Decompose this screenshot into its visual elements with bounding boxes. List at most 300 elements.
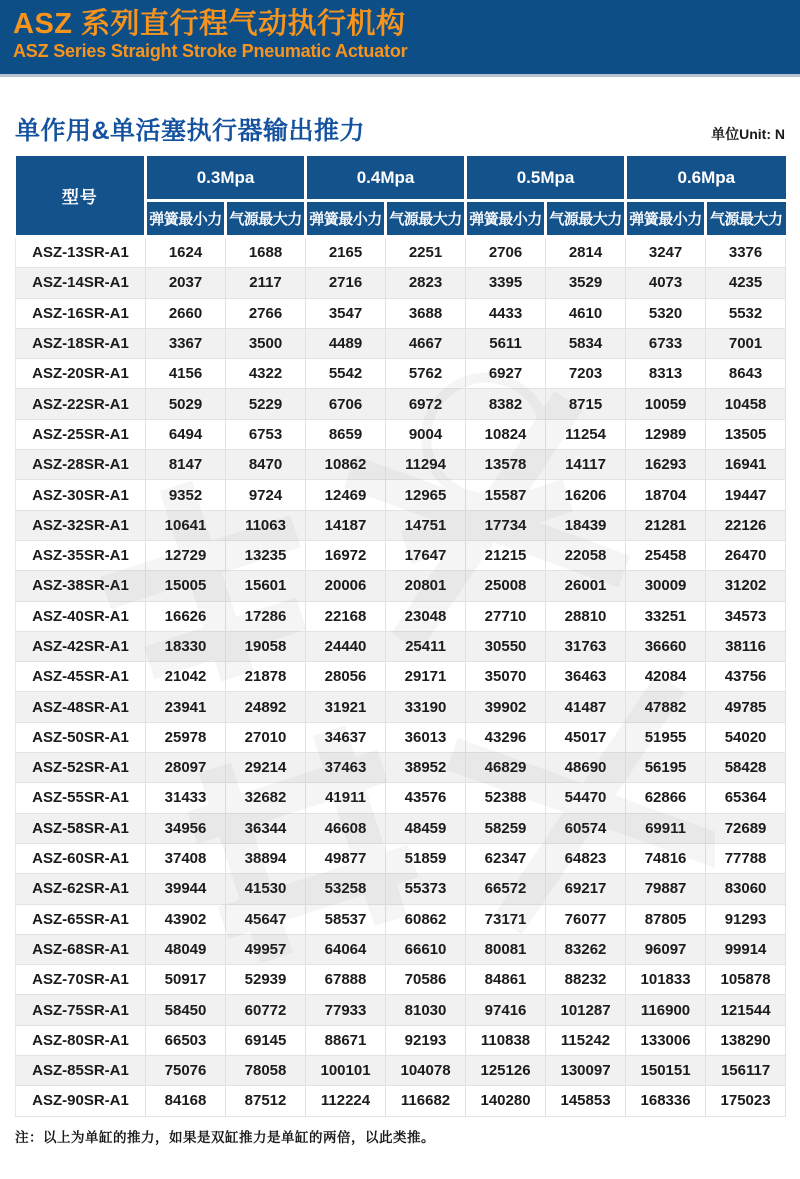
value-cell: 79887 [626,874,706,904]
value-cell: 74816 [626,843,706,873]
value-cell: 18704 [626,480,706,510]
value-cell: 3247 [626,237,706,268]
value-cell: 16941 [706,450,786,480]
value-cell: 125126 [466,1056,546,1086]
value-cell: 105878 [706,965,786,995]
value-cell: 84861 [466,965,546,995]
value-cell: 23048 [386,601,466,631]
value-cell: 2766 [226,298,306,328]
value-cell: 16293 [626,450,706,480]
value-cell: 34573 [706,601,786,631]
value-cell: 32682 [226,783,306,813]
value-cell: 78058 [226,1056,306,1086]
value-cell: 145853 [546,1086,626,1116]
table-row [16,874,786,904]
page-title-en: ASZ Series Straight Stroke Pneumatic Actuator [13,41,408,61]
model-cell: ASZ-14SR-A1 [16,268,146,298]
value-cell: 9352 [146,480,226,510]
value-cell: 14117 [546,450,626,480]
value-cell: 34637 [306,722,386,752]
value-cell: 17647 [386,540,466,570]
value-cell: 3376 [706,237,786,268]
value-cell: 33251 [626,601,706,631]
value-cell: 116900 [626,995,706,1025]
sub-header: 弹簧最小力 [146,201,226,237]
value-cell: 13578 [466,450,546,480]
sub-header: 气源最大力 [706,201,786,237]
value-cell: 37463 [306,753,386,783]
value-cell: 14751 [386,510,466,540]
table-row [16,510,786,540]
unit-label: 单位Unit: N [711,126,785,142]
value-cell: 41487 [546,692,626,722]
value-cell: 46829 [466,753,546,783]
model-cell: ASZ-40SR-A1 [16,601,146,631]
value-cell: 96097 [626,934,706,964]
value-cell: 37408 [146,843,226,873]
value-cell: 43902 [146,904,226,934]
value-cell: 16626 [146,601,226,631]
table-row [16,1086,786,1116]
table-row [16,692,786,722]
value-cell: 38952 [386,753,466,783]
value-cell: 36344 [226,813,306,843]
table-row [16,753,786,783]
value-cell: 42084 [626,662,706,692]
value-cell: 21878 [226,662,306,692]
table-row [16,480,786,510]
value-cell: 31202 [706,571,786,601]
sub-header: 弹簧最小力 [626,201,706,237]
value-cell: 36013 [386,722,466,752]
value-cell: 3529 [546,268,626,298]
value-cell: 3547 [306,298,386,328]
value-cell: 34956 [146,813,226,843]
value-cell: 58537 [306,904,386,934]
table-row [16,450,786,480]
value-cell: 6753 [226,419,306,449]
table-row [16,813,786,843]
value-cell: 28810 [546,601,626,631]
value-cell: 24892 [226,692,306,722]
model-cell: ASZ-80SR-A1 [16,1025,146,1055]
section-header-row [15,111,785,147]
value-cell: 25411 [386,631,466,661]
value-cell: 24440 [306,631,386,661]
value-cell: 11294 [386,450,466,480]
value-cell: 69911 [626,813,706,843]
model-cell: ASZ-70SR-A1 [16,965,146,995]
table-row [16,389,786,419]
table-row [16,934,786,964]
value-cell: 3500 [226,328,306,358]
value-cell: 43576 [386,783,466,813]
value-cell: 18330 [146,631,226,661]
table-row [16,328,786,358]
value-cell: 8659 [306,419,386,449]
value-cell: 23941 [146,692,226,722]
value-cell: 26001 [546,571,626,601]
value-cell: 2716 [306,268,386,298]
model-cell: ASZ-30SR-A1 [16,480,146,510]
table-row [16,995,786,1025]
model-column-header: 型号 [16,156,146,237]
value-cell: 20801 [386,571,466,601]
value-cell: 104078 [386,1056,466,1086]
value-cell: 81030 [386,995,466,1025]
value-cell: 41530 [226,874,306,904]
model-cell: ASZ-20SR-A1 [16,359,146,389]
value-cell: 9724 [226,480,306,510]
value-cell: 15005 [146,571,226,601]
sub-header: 气源最大力 [226,201,306,237]
table-row [16,965,786,995]
value-cell: 3367 [146,328,226,358]
value-cell: 8470 [226,450,306,480]
table-row [16,631,786,661]
model-cell: ASZ-16SR-A1 [16,298,146,328]
value-cell: 46608 [306,813,386,843]
value-cell: 31763 [546,631,626,661]
footnote: 注：以上为单缸的推力，如果是双缸推力是单缸的两倍，以此类推。 [15,1129,435,1145]
value-cell: 12469 [306,480,386,510]
table-row [16,601,786,631]
model-cell: ASZ-58SR-A1 [16,813,146,843]
table-row [16,722,786,752]
value-cell: 13235 [226,540,306,570]
value-cell: 66572 [466,874,546,904]
model-cell: ASZ-68SR-A1 [16,934,146,964]
value-cell: 19447 [706,480,786,510]
value-cell: 92193 [386,1025,466,1055]
value-cell: 62347 [466,843,546,873]
value-cell: 25978 [146,722,226,752]
value-cell: 49785 [706,692,786,722]
table-row [16,1025,786,1055]
value-cell: 36463 [546,662,626,692]
value-cell: 101287 [546,995,626,1025]
value-cell: 11254 [546,419,626,449]
value-cell: 1624 [146,237,226,268]
value-cell: 5762 [386,359,466,389]
value-cell: 83060 [706,874,786,904]
value-cell: 45647 [226,904,306,934]
value-cell: 4667 [386,328,466,358]
value-cell: 66610 [386,934,466,964]
page-title-zh: ASZ 系列直行程气动执行机构 [13,8,406,40]
value-cell: 8382 [466,389,546,419]
value-cell: 16206 [546,480,626,510]
value-cell: 54020 [706,722,786,752]
value-cell: 31921 [306,692,386,722]
sub-header: 气源最大力 [546,201,626,237]
value-cell: 11063 [226,510,306,540]
table-row [16,843,786,873]
table-row [16,783,786,813]
value-cell: 77788 [706,843,786,873]
model-cell: ASZ-42SR-A1 [16,631,146,661]
value-cell: 5542 [306,359,386,389]
value-cell: 75076 [146,1056,226,1086]
value-cell: 58428 [706,753,786,783]
value-cell: 70586 [386,965,466,995]
value-cell: 22168 [306,601,386,631]
value-cell: 54470 [546,783,626,813]
value-cell: 55373 [386,874,466,904]
value-cell: 15587 [466,480,546,510]
value-cell: 22126 [706,510,786,540]
value-cell: 140280 [466,1086,546,1116]
value-cell: 88232 [546,965,626,995]
value-cell: 5834 [546,328,626,358]
value-cell: 121544 [706,995,786,1025]
value-cell: 28097 [146,753,226,783]
model-cell: ASZ-55SR-A1 [16,783,146,813]
value-cell: 60574 [546,813,626,843]
value-cell: 100101 [306,1056,386,1086]
value-cell: 5229 [226,389,306,419]
value-cell: 2037 [146,268,226,298]
value-cell: 13505 [706,419,786,449]
model-cell: ASZ-85SR-A1 [16,1056,146,1086]
value-cell: 49957 [226,934,306,964]
value-cell: 17286 [226,601,306,631]
value-cell: 2117 [226,268,306,298]
value-cell: 12965 [386,480,466,510]
value-cell: 130097 [546,1056,626,1086]
pressure-header-row [16,156,786,201]
value-cell: 133006 [626,1025,706,1055]
value-cell: 26470 [706,540,786,570]
value-cell: 5532 [706,298,786,328]
value-cell: 4073 [626,268,706,298]
pressure-header: 0.3Mpa [146,156,306,201]
value-cell: 20006 [306,571,386,601]
value-cell: 51859 [386,843,466,873]
value-cell: 43296 [466,722,546,752]
value-cell: 12729 [146,540,226,570]
model-cell: ASZ-65SR-A1 [16,904,146,934]
pressure-header: 0.4Mpa [306,156,466,201]
value-cell: 10862 [306,450,386,480]
value-cell: 25458 [626,540,706,570]
value-cell: 88671 [306,1025,386,1055]
value-cell: 84168 [146,1086,226,1116]
value-cell: 83262 [546,934,626,964]
value-cell: 65364 [706,783,786,813]
value-cell: 73171 [466,904,546,934]
table-row [16,268,786,298]
value-cell: 87512 [226,1086,306,1116]
page-header-bar [0,0,800,77]
value-cell: 9004 [386,419,466,449]
value-cell: 7203 [546,359,626,389]
model-cell: ASZ-75SR-A1 [16,995,146,1025]
value-cell: 36660 [626,631,706,661]
value-cell: 15601 [226,571,306,601]
value-cell: 4433 [466,298,546,328]
value-cell: 1688 [226,237,306,268]
value-cell: 27010 [226,722,306,752]
table-row [16,904,786,934]
value-cell: 168336 [626,1086,706,1116]
table-head [16,156,786,237]
value-cell: 6494 [146,419,226,449]
value-cell: 4322 [226,359,306,389]
sub-header: 弹簧最小力 [466,201,546,237]
value-cell: 30009 [626,571,706,601]
table-row [16,419,786,449]
value-cell: 10824 [466,419,546,449]
value-cell: 48049 [146,934,226,964]
table-row [16,1056,786,1086]
value-cell: 21215 [466,540,546,570]
model-cell: ASZ-60SR-A1 [16,843,146,873]
value-cell: 7001 [706,328,786,358]
value-cell: 5029 [146,389,226,419]
value-cell: 45017 [546,722,626,752]
value-cell: 8147 [146,450,226,480]
table-row [16,237,786,268]
value-cell: 4156 [146,359,226,389]
value-cell: 3688 [386,298,466,328]
value-cell: 66503 [146,1025,226,1055]
value-cell: 67888 [306,965,386,995]
value-cell: 53258 [306,874,386,904]
model-cell: ASZ-62SR-A1 [16,874,146,904]
value-cell: 22058 [546,540,626,570]
value-cell: 38116 [706,631,786,661]
value-cell: 64823 [546,843,626,873]
value-cell: 115242 [546,1025,626,1055]
value-cell: 39902 [466,692,546,722]
table-row [16,662,786,692]
value-cell: 60772 [226,995,306,1025]
value-cell: 29214 [226,753,306,783]
value-cell: 97416 [466,995,546,1025]
value-cell: 39944 [146,874,226,904]
value-cell: 91293 [706,904,786,934]
value-cell: 2660 [146,298,226,328]
pressure-header: 0.6Mpa [626,156,786,201]
model-cell: ASZ-13SR-A1 [16,237,146,268]
value-cell: 80081 [466,934,546,964]
value-cell: 21281 [626,510,706,540]
table-row [16,571,786,601]
value-cell: 76077 [546,904,626,934]
value-cell: 2823 [386,268,466,298]
value-cell: 21042 [146,662,226,692]
output-force-table-wrap [15,156,785,1117]
model-cell: ASZ-32SR-A1 [16,510,146,540]
value-cell: 2165 [306,237,386,268]
section-title: 单作用&单活塞执行器输出推力 [15,117,366,145]
model-cell: ASZ-35SR-A1 [16,540,146,570]
value-cell: 17734 [466,510,546,540]
model-cell: ASZ-48SR-A1 [16,692,146,722]
value-cell: 175023 [706,1086,786,1116]
value-cell: 10641 [146,510,226,540]
model-cell: ASZ-25SR-A1 [16,419,146,449]
pressure-header: 0.5Mpa [466,156,626,201]
value-cell: 5611 [466,328,546,358]
value-cell: 69217 [546,874,626,904]
value-cell: 6733 [626,328,706,358]
value-cell: 112224 [306,1086,386,1116]
value-cell: 43756 [706,662,786,692]
sub-header: 弹簧最小力 [306,201,386,237]
model-cell: ASZ-50SR-A1 [16,722,146,752]
value-cell: 12989 [626,419,706,449]
value-cell: 8715 [546,389,626,419]
value-cell: 27710 [466,601,546,631]
value-cell: 2814 [546,237,626,268]
value-cell: 69145 [226,1025,306,1055]
value-cell: 5320 [626,298,706,328]
value-cell: 56195 [626,753,706,783]
value-cell: 52388 [466,783,546,813]
output-force-table [15,156,786,1117]
value-cell: 110838 [466,1025,546,1055]
value-cell: 4489 [306,328,386,358]
model-cell: ASZ-90SR-A1 [16,1086,146,1116]
value-cell: 18439 [546,510,626,540]
value-cell: 58259 [466,813,546,843]
value-cell: 87805 [626,904,706,934]
value-cell: 150151 [626,1056,706,1086]
value-cell: 156117 [706,1056,786,1086]
value-cell: 99914 [706,934,786,964]
value-cell: 4235 [706,268,786,298]
value-cell: 101833 [626,965,706,995]
value-cell: 51955 [626,722,706,752]
value-cell: 38894 [226,843,306,873]
value-cell: 10059 [626,389,706,419]
value-cell: 10458 [706,389,786,419]
value-cell: 52939 [226,965,306,995]
table-row [16,540,786,570]
model-cell: ASZ-18SR-A1 [16,328,146,358]
value-cell: 50917 [146,965,226,995]
value-cell: 29171 [386,662,466,692]
model-cell: ASZ-38SR-A1 [16,571,146,601]
model-cell: ASZ-22SR-A1 [16,389,146,419]
value-cell: 31433 [146,783,226,813]
value-cell: 28056 [306,662,386,692]
value-cell: 19058 [226,631,306,661]
model-cell: ASZ-45SR-A1 [16,662,146,692]
value-cell: 116682 [386,1086,466,1116]
value-cell: 2251 [386,237,466,268]
value-cell: 60862 [386,904,466,934]
value-cell: 41911 [306,783,386,813]
value-cell: 48690 [546,753,626,783]
sub-header: 气源最大力 [386,201,466,237]
value-cell: 49877 [306,843,386,873]
value-cell: 72689 [706,813,786,843]
value-cell: 64064 [306,934,386,964]
value-cell: 3395 [466,268,546,298]
value-cell: 6972 [386,389,466,419]
value-cell: 8643 [706,359,786,389]
value-cell: 14187 [306,510,386,540]
value-cell: 33190 [386,692,466,722]
value-cell: 47882 [626,692,706,722]
value-cell: 30550 [466,631,546,661]
value-cell: 35070 [466,662,546,692]
value-cell: 2706 [466,237,546,268]
value-cell: 6706 [306,389,386,419]
